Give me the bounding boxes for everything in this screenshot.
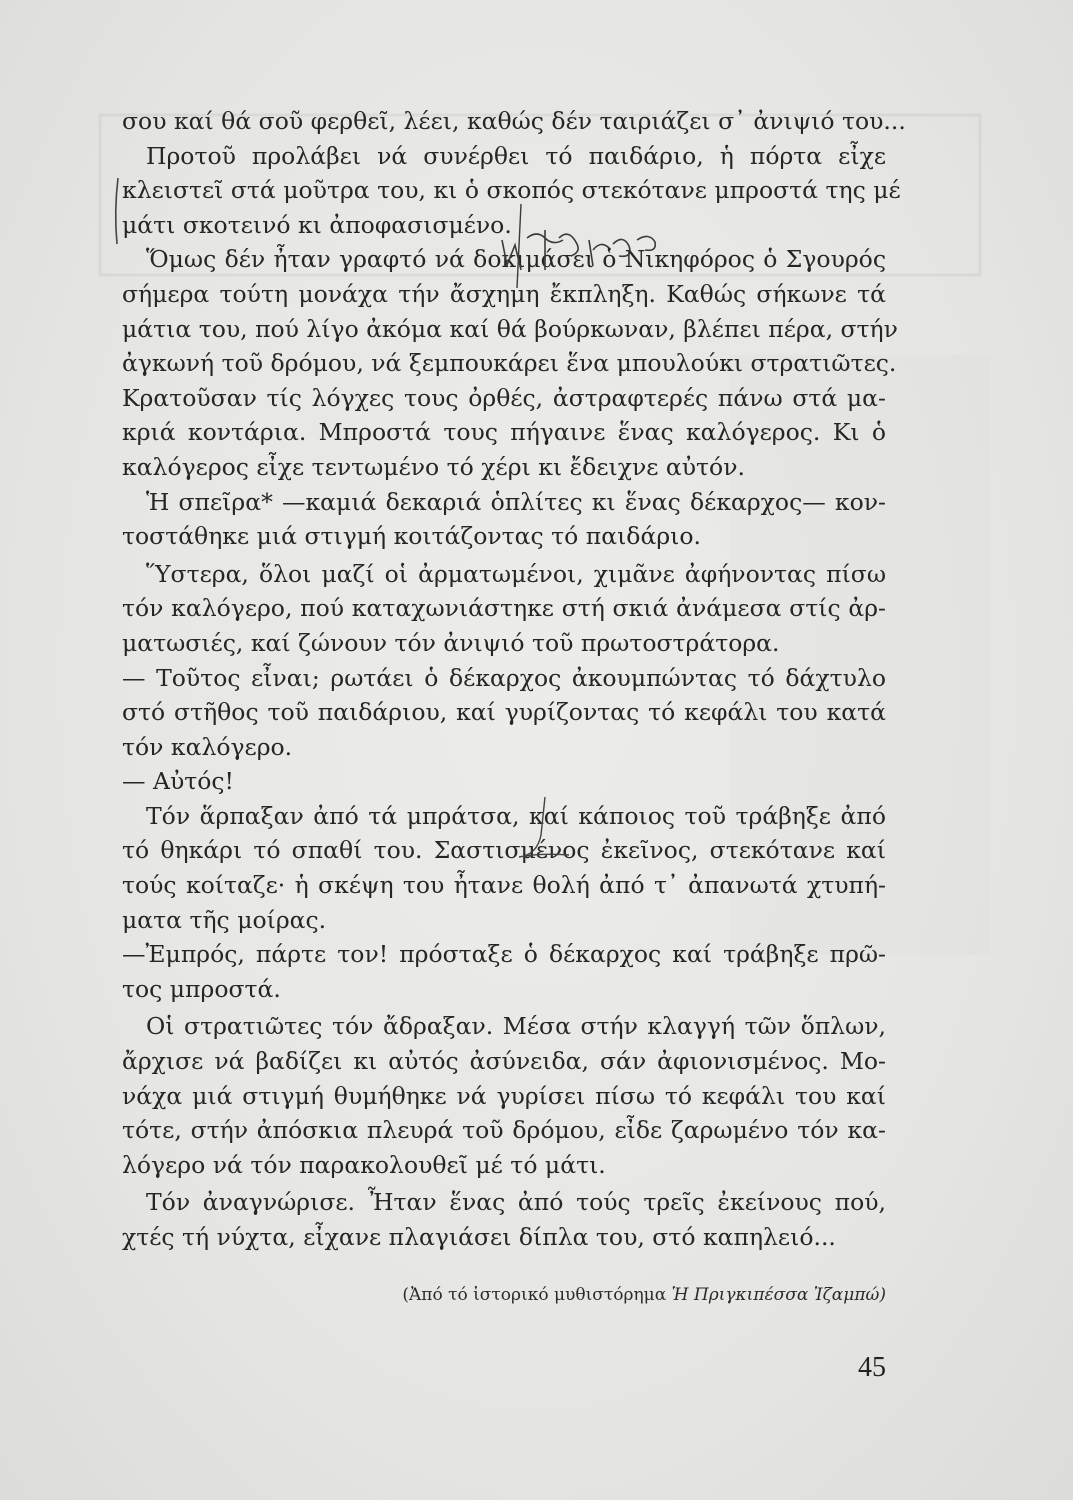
- text-line: Οἱ στρατιῶτες τόν ἄδραξαν. Μέσα στήν κλαγγή τῶν ὅπλων,: [146, 1012, 886, 1041]
- text-line: χτές τή νύχτα, εἶχανε πλαγιάσει δίπλα του, στό καπηλειό...: [122, 1223, 836, 1251]
- citation-title: Ἡ Πριγκιπέσσα Ἰζαμπώ): [671, 1285, 886, 1305]
- text-line: σήμερα τούτη μονάχα τήν ἄσχημη ἔκπληξη. Καθώς σήκωνε τά: [122, 279, 886, 308]
- text-line: ἀγκωνή τοῦ δρόμου, νά ξεμπουκάρει ἕνα μπουλούκι στρατιῶτες.: [122, 349, 897, 378]
- text-line: τοστάθηκε μιά στιγμή κοιτάζοντας τό παιδάριο.: [122, 522, 701, 551]
- text-line: λόγερο νά τόν παρακολουθεῖ μέ τό μάτι.: [122, 1150, 606, 1179]
- text-line: Προτοῦ προλάβει νά συνέρθει τό παιδάριο, ἡ πόρτα εἶχε: [146, 141, 886, 170]
- source-citation: [300, 1285, 886, 1305]
- text-line: σου καί θά σοῦ φερθεῖ, λέει, καθώς δέν ταιριάζει σ᾽ ἀνιψιό του...: [122, 107, 906, 135]
- text-line: στό στῆθος τοῦ παιδάριου, καί γυρίζοντας τό κεφάλι του κατά: [122, 698, 886, 727]
- page-number: 45: [858, 1352, 886, 1383]
- citation-prefix: (Ἀπό τό ἱστορικό μυθιστόρημα: [402, 1285, 667, 1305]
- text-line: τόν καλόγερο, πού καταχωνιάστηκε στή σκιά ἀνάμεσα στίς ἀρ-: [122, 594, 886, 623]
- text-line: τούς κοίταζε· ἡ σκέψη του ἦτανε θολή ἀπό τ᾽ ἀπανωτά χτυπή-: [122, 871, 886, 900]
- text-line: Ἡ σπεῖρα* —καμιά δεκαριά ὁπλίτες κι ἕνας δέκαρχος— κον-: [146, 487, 886, 516]
- text-line: ματωσιές, καί ζώνουν τόν ἀνιψιό τοῦ πρωτοστράτορα.: [122, 628, 780, 657]
- text-line: — Αὐτός!: [122, 767, 234, 796]
- pen-mark: [505, 795, 585, 865]
- text-line: τότε, στήν ἀπόσκια πλευρά τοῦ δρόμου, εἶδε ζαρωμένο τόν κα-: [122, 1116, 886, 1145]
- text-line: — Τοῦτος εἶναι; ρωτάει ὁ δέκαρχος ἀκουμπώντας τό δάχτυλο: [122, 663, 886, 692]
- text-line: μάτι σκοτεινό κι ἀποφασισμένο.: [122, 210, 512, 239]
- text-line: Ὅμως δέν ἦταν γραφτό νά δοκιμάσει ὁ Νικηφόρος ὁ Σγουρός: [146, 245, 886, 274]
- text-line: τόν καλόγερο.: [122, 732, 293, 761]
- text-line: τος μπροστά.: [122, 974, 281, 1003]
- text-line: τό θηκάρι τό σπαθί του. Σαστισμένος ἐκεῖνος, στεκότανε καί: [122, 836, 886, 865]
- text-line: μάτια του, πού λίγο ἀκόμα καί θά βούρκωναν, βλέπει πέρα, στήν: [122, 314, 898, 343]
- margin-bracket-mark: [113, 176, 119, 246]
- text-line: νάχα μιά στιγμή θυμήθηκε νά γυρίσει πίσω τό κεφάλι του καί: [122, 1081, 886, 1110]
- text-line: —Ἐμπρός, πάρτε τον! πρόσταξε ὁ δέκαρχος καί τράβηξε πρῶ-: [122, 940, 886, 969]
- text-line: καλόγερος εἶχε τεντωμένο τό χέρι κι ἔδειχνε αὐτόν.: [122, 452, 745, 481]
- text-line: ἄρχισε νά βαδίζει κι αὐτός ἀσύνειδα, σάν ἀφιονισμένος. Μο-: [122, 1047, 886, 1076]
- text-line: Κρατοῦσαν τίς λόγχες τους ὀρθές, ἀστραφτερές πάνω στά μα-: [122, 383, 886, 412]
- text-line: ματα τῆς μοίρας.: [122, 905, 327, 934]
- text-line: Ὕστερα, ὅλοι μαζί οἱ ἀρματωμένοι, χιμᾶνε ἀφήνοντας πίσω: [146, 559, 886, 588]
- handwritten-annotation: [497, 200, 677, 292]
- text-line: Τόν ἀναγνώρισε. Ἦταν ἕνας ἀπό τούς τρεῖς ἐκείνους πού,: [146, 1188, 886, 1217]
- text-line: κλειστεῖ στά μοῦτρα του, κι ὁ σκοπός στεκότανε μπροστά της μέ: [122, 176, 901, 205]
- text-line: κριά κοντάρια. Μπροστά τους πήγαινε ἕνας καλόγερος. Κι ὁ: [122, 418, 886, 447]
- text-line: Τόν ἅρπαξαν ἀπό τά μπράτσα, καί κάποιος τοῦ τράβηξε ἀπό: [146, 801, 886, 830]
